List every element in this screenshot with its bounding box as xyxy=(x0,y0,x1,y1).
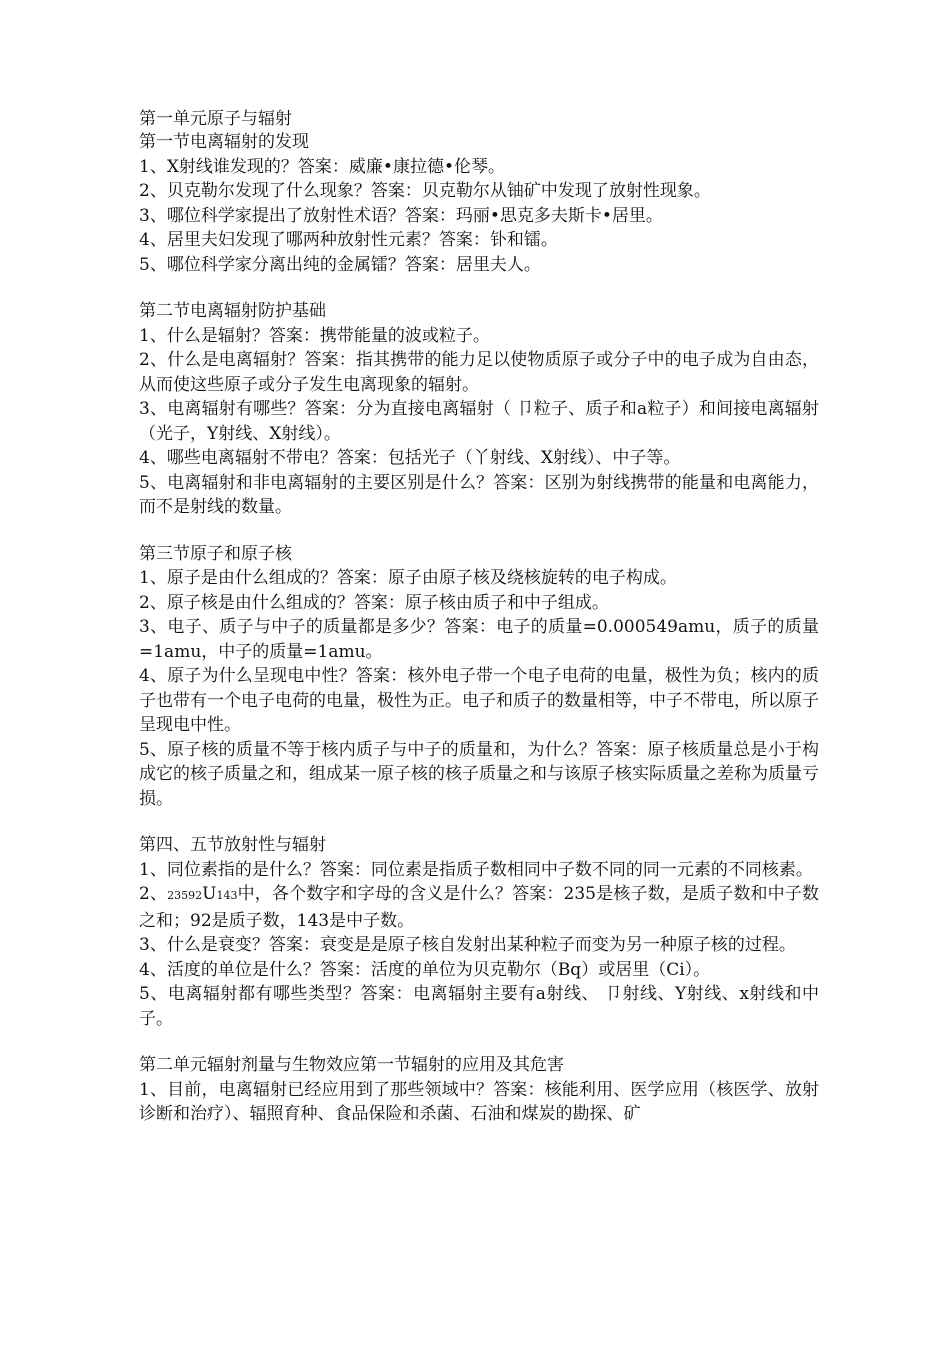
qa-item: 2、原子核是由什么组成的？答案：原子核由质子和中子组成。 xyxy=(139,592,609,613)
qa-item: 3、电子、质子与中子的质量都是多少？答案：电子的质量=0.000549amu，质子的质量=1amu，中子的质量=1amu。 xyxy=(139,617,819,662)
qa-item: 3、电离辐射有哪些？答案：分为直接电离辐射（ 卩粒子、质子和a粒子）和间接电离辐射（光子，Y射线、X射线）。 xyxy=(139,399,819,444)
qa-item: 5、电离辐射都有哪些类型？答案：电离辐射主要有a射线、 卩射线、Y射线、x射线和中子。 xyxy=(139,984,819,1029)
qa-number: 2、 xyxy=(139,884,168,904)
section-title: 第三节原子和原子核 xyxy=(139,543,292,564)
qa-text: 中，各个数字和字母的含义是什么？答案：235是核子数，是质子数和中子数之和；92是质子数，143是中子数。 xyxy=(139,884,819,931)
qa-item: 4、哪些电离辐射不带电？答案：包括光子（丫射线、X射线）、中子等。 xyxy=(139,448,681,468)
section-1 xyxy=(139,130,819,277)
qa-item: 4、活度的单位是什么？答案：活度的单位为贝克勒尔（Bq）或居里（Ci）。 xyxy=(139,959,711,980)
nuclide-neutron-number: 143 xyxy=(216,889,238,902)
section-2 xyxy=(139,299,819,520)
section-title: 第四、五节放射性与辐射 xyxy=(139,835,326,855)
section-5 xyxy=(139,1053,819,1127)
unit1-title: 第一单元原子与辐射 xyxy=(139,109,292,129)
qa-item: 1、X射线谁发现的？答案：威廉•康拉德•伦琴。 xyxy=(139,156,505,177)
qa-item: 1、原子是由什么组成的？答案：原子由原子核及绕核旋转的电子构成。 xyxy=(139,568,677,588)
qa-item: 1、同位素指的是什么？答案：同位素是指质子数相同中子数不同的同一元素的不同核素。 xyxy=(139,859,813,880)
qa-item: 5、电离辐射和非电离辐射的主要区别是什么？答案：区别为射线携带的能量和电离能力，而不是射线的数量。 xyxy=(139,472,819,517)
qa-item: 1、目前，电离辐射已经应用到了那些领域中？答案：核能利用、医学应用（核医学、放射诊断和治疗）、辐照育种、食品保险和杀菌、石油和煤炭的勘探、矿 xyxy=(139,1079,819,1124)
nuclide-atomic-number: 92 xyxy=(188,889,203,902)
qa-item-nuclide xyxy=(139,882,819,933)
qa-item: 5、哪位科学家分离出纯的金属镭？答案：居里夫人。 xyxy=(139,254,541,275)
nuclide-mass-number: 235 xyxy=(167,889,189,902)
qa-item: 3、哪位科学家提出了放射性术语？答案：玛丽•思克多夫斯卡•居里。 xyxy=(139,205,663,226)
qa-item: 2、什么是电离辐射？答案：指其携带的能力足以使物质原子或分子中的电子成为自由态，从而使这些原子或分子发生电离现象的辐射。 xyxy=(139,350,819,395)
section-4 xyxy=(139,833,819,1031)
document-page xyxy=(139,108,819,1149)
qa-item: 1、什么是辐射？答案：携带能量的波或粒子。 xyxy=(139,325,490,346)
section-3 xyxy=(139,542,819,812)
qa-item: 4、居里夫妇发现了哪两种放射性元素？答案：钋和镭。 xyxy=(139,230,558,250)
unit2-title: 第二单元辐射剂量与生物效应第一节辐射的应用及其危害 xyxy=(139,1055,564,1075)
section-title: 第一节电离辐射的发现 xyxy=(139,132,309,152)
nuclide-symbol: U xyxy=(202,884,217,904)
qa-item: 5、原子核的质量不等于核内质子与中子的质量和，为什么？答案：原子核质量总是小于构成它的核子质量之和，组成某一原子核的核子质量之和与该原子核实际质量之差称为质量亏损。 xyxy=(139,739,819,809)
qa-item: 2、贝克勒尔发现了什么现象？答案：贝克勒尔从铀矿中发现了放射性现象。 xyxy=(139,181,711,201)
section-title: 第二节电离辐射防护基础 xyxy=(139,301,326,321)
qa-item: 4、原子为什么呈现电中性？答案：核外电子带一个电子电荷的电量，极性为负；核内的质子也带有一个电子电荷的电量，极性为正。电子和质子的数量相等，中子不带电，所以原子呈现电中性。 xyxy=(139,666,819,735)
qa-item: 3、什么是衰变？答案：衰变是是原子核自发射出某种粒子而变为另一种原子核的过程。 xyxy=(139,935,796,955)
